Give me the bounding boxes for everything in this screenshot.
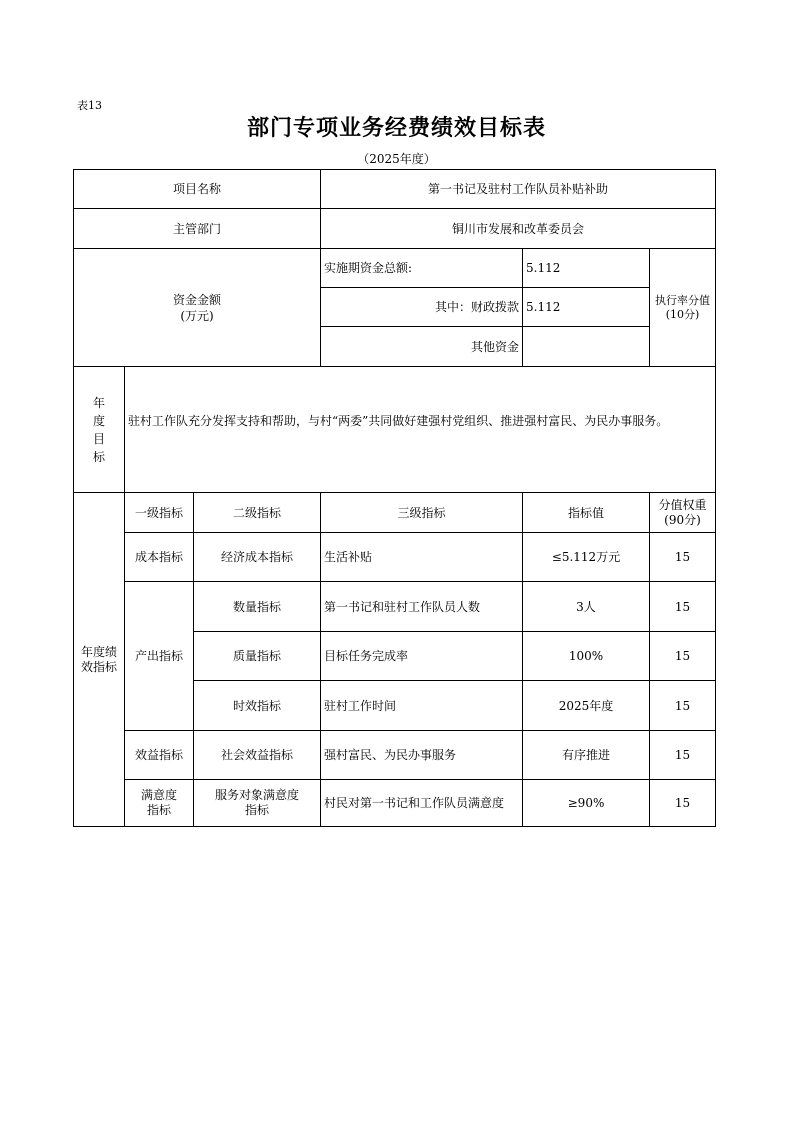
level3-cell: 生活补贴: [321, 533, 523, 582]
level3-cell: 强村富民、为民办事服务: [321, 731, 523, 780]
level2-line1: 服务对象满意度: [214, 788, 299, 802]
value-cell: ≥90%: [523, 780, 650, 827]
execution-rate-line2: (10分): [665, 307, 700, 321]
cost-indicator-label: 成本指标: [125, 533, 194, 582]
funds-label-line1: 资金金额: [172, 292, 221, 307]
weight-cell: 15: [650, 731, 716, 780]
header-level3: 三级指标: [321, 493, 523, 533]
weight-cell: 15: [650, 681, 716, 731]
department-value: 铜川市发展和改革委员会: [321, 209, 716, 249]
value-cell: 3人: [523, 582, 650, 632]
table-row: [74, 533, 716, 582]
goal-label-char: 年: [92, 395, 105, 410]
weight-cell: 15: [650, 533, 716, 582]
benefit-indicator-label: 效益指标: [125, 731, 194, 780]
funds-label-line2: (万元): [180, 308, 214, 323]
indicators-label-line1: 年度绩: [80, 644, 117, 659]
project-name-value: 第一书记及驻村工作队员补贴补助: [321, 170, 716, 209]
level2-cell: [194, 780, 321, 827]
output-indicator-label: 产出指标: [125, 582, 194, 731]
level2-line2: 指标: [244, 803, 269, 817]
satisfaction-indicator-label: [125, 780, 194, 827]
header-weight: [650, 493, 716, 533]
level3-cell: 村民对第一书记和工作队员满意度: [321, 780, 523, 827]
annual-goal-text: 驻村工作队充分发挥支持和帮助，与村“两委”共同做好建强村党组织、推进强村富民、为民办事服务。: [125, 367, 716, 493]
funds-total-value: 5.112: [523, 249, 650, 288]
table-row: [74, 582, 716, 632]
execution-rate-line1: 执行率分值: [655, 293, 710, 307]
level2-cell: 时效指标: [194, 681, 321, 731]
level3-cell: 目标任务完成率: [321, 632, 523, 681]
performance-target-table: [73, 169, 716, 827]
funds-total-label: 实施期资金总额:: [321, 249, 523, 288]
table-number: 表13: [77, 99, 102, 112]
header-level1: 一级指标: [125, 493, 194, 533]
indicators-label-line2: 效指标: [80, 659, 117, 674]
fiscal-year: （2025年度）: [357, 152, 436, 166]
goal-label-char: 目: [92, 431, 105, 446]
weight-cell: 15: [650, 780, 716, 827]
annual-goal-label: [74, 367, 125, 493]
fiscal-funds-label: 其中：财政拨款: [321, 288, 523, 327]
weight-cell: 15: [650, 582, 716, 632]
value-cell: 100%: [523, 632, 650, 681]
level2-cell: 数量指标: [194, 582, 321, 632]
level2-cell: 经济成本指标: [194, 533, 321, 582]
goal-label-char: 度: [92, 413, 105, 428]
funds-label: [74, 249, 321, 367]
value-cell: ≤5.112万元: [523, 533, 650, 582]
table-row: [74, 731, 716, 780]
value-cell: 有序推进: [523, 731, 650, 780]
level3-cell: 第一书记和驻村工作队员人数: [321, 582, 523, 632]
header-level2: 二级指标: [194, 493, 321, 533]
other-funds-value: [523, 327, 650, 367]
page-title: 部门专项业务经费绩效目标表: [246, 115, 546, 141]
execution-rate-score: [650, 249, 716, 367]
header-weight-line2: (90分): [664, 512, 701, 527]
value-cell: 2025年度: [523, 681, 650, 731]
level2-cell: 社会效益指标: [194, 731, 321, 780]
header-weight-line1: 分值权重: [658, 497, 707, 512]
header-value: 指标值: [523, 493, 650, 533]
goal-label-char: 标: [92, 449, 105, 464]
other-funds-label: 其他资金: [321, 327, 523, 367]
level3-cell: 驻村工作时间: [321, 681, 523, 731]
level2-cell: 质量指标: [194, 632, 321, 681]
fiscal-funds-value: 5.112: [523, 288, 650, 327]
weight-cell: 15: [650, 632, 716, 681]
department-label: 主管部门: [74, 209, 321, 249]
table-row: [74, 780, 716, 827]
project-name-label: 项目名称: [74, 170, 321, 209]
performance-indicators-label: [74, 493, 125, 827]
satisfaction-label-line1: 满意度: [140, 788, 177, 802]
satisfaction-label-line2: 指标: [146, 803, 171, 817]
